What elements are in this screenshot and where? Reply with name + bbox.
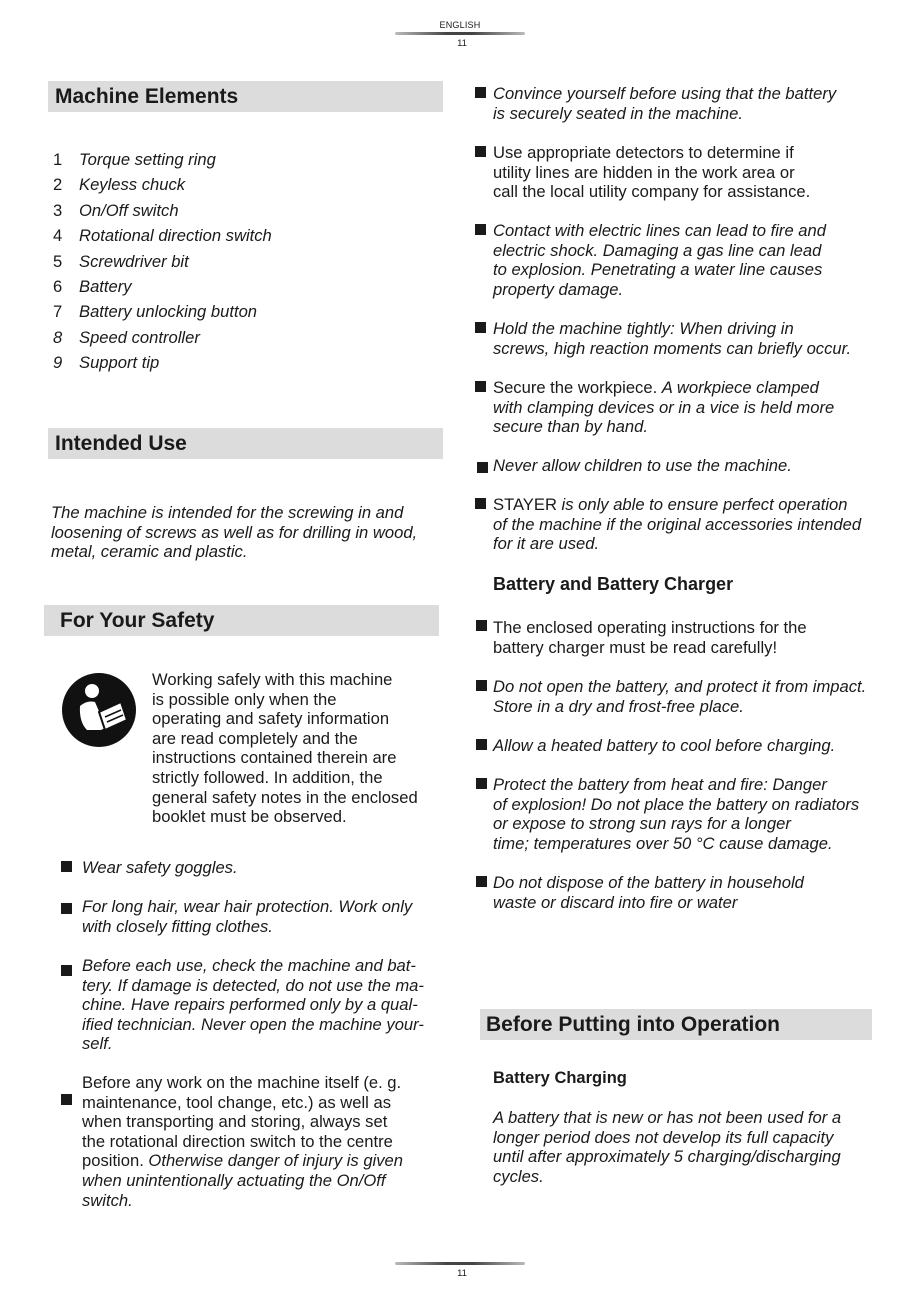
list-item-label: Keyless chuck	[79, 175, 186, 195]
machine-elements-list	[53, 150, 433, 380]
bullet-icon	[61, 965, 72, 976]
header-rule	[395, 32, 525, 35]
list-item-number: 9	[53, 353, 63, 373]
bullet-icon	[476, 778, 487, 789]
list-item-label: Battery unlocking button	[79, 302, 258, 322]
contact-note: Contact with electric lines can lead to fire and electric shock. Damaging a gas line can lead to explosion. Penetrating a water line causes property damage.	[493, 221, 826, 299]
bullet-icon	[61, 861, 72, 872]
cool-note: Allow a heated battery to cool before charging.	[493, 736, 836, 755]
footer-page-number: 11	[457, 1268, 467, 1279]
list-item-label: Screwdriver bit	[79, 251, 189, 271]
before-operation-heading: Before Putting into Operation	[480, 1009, 872, 1040]
header-language: ENGLISH	[439, 20, 481, 30]
list-item	[53, 226, 433, 246]
goggles-note: Wear safety goggles.	[82, 858, 238, 877]
bullet-icon	[477, 462, 488, 473]
list-item-number: 3	[53, 200, 63, 220]
list-item	[53, 201, 433, 221]
safety-intro: Working safely with this machine is possible only when the operating and safety information are read completely and the instructions contained therein are strictly followed. In addition, the general safety notes in the enclosed booklet must be observed.	[152, 670, 418, 827]
intended-use-text: The machine is intended for the screwing in and loosening of screws as well as for drilling in wood, metal, ceramic and plastic.	[51, 503, 418, 562]
list-item-number: 5	[53, 251, 63, 271]
list-item	[53, 353, 433, 373]
protect-note: Protect the battery from heat and fire: Danger of explosion! Do not place the battery on radiators or expose to strong sun rays for a longer time; temperatures over 50 °C cause damage.	[493, 775, 860, 853]
stayer-note: STAYER is only able to ensure perfect operation of the machine if the original accessories intended for it are used.	[493, 495, 862, 554]
list-item-number: 8	[53, 327, 63, 347]
list-item	[53, 302, 433, 322]
check-note: Before each use, check the machine and bat- tery. If damage is detected, do not use the ma- chine. Have repairs performed only by a qual- ified technician. Never open the machine your- self.	[82, 956, 424, 1054]
header-page-number: 11	[457, 38, 467, 49]
list-item-label: Speed controller	[79, 327, 200, 347]
enclosed-note: The enclosed operating instructions for the battery charger must be read carefully!	[493, 618, 807, 657]
list-item-label: On/Off switch	[79, 200, 179, 220]
list-item	[53, 175, 433, 195]
children-note: Never allow children to use the machine.	[493, 456, 792, 475]
bullet-icon	[476, 739, 487, 750]
bullet-icon	[476, 680, 487, 691]
bullet-icon	[475, 322, 486, 333]
safety-heading: For Your Safety	[44, 605, 439, 636]
list-item	[53, 150, 433, 170]
detectors-note: Use appropriate detectors to determine if utility lines are hidden in the work area or call the local utility company for assistance.	[493, 143, 811, 202]
bullet-icon	[61, 1094, 72, 1105]
list-item-label: Rotational direction switch	[79, 226, 272, 246]
read-manual-icon	[61, 672, 137, 748]
bullet-icon	[475, 224, 486, 235]
bullet-icon	[476, 876, 487, 887]
list-item-label: Support tip	[79, 353, 160, 373]
list-item-label: Torque setting ring	[79, 150, 216, 169]
convince-note: Convince yourself before using that the battery is securely seated in the machine.	[493, 84, 837, 123]
bullet-icon	[475, 146, 486, 157]
bullet-icon	[475, 87, 486, 98]
secure-note: Secure the workpiece. A workpiece clamped with clamping devices or in a vice is held more secure than by hand.	[493, 378, 835, 437]
machine-elements-heading: Machine Elements	[48, 81, 443, 112]
list-item-number: 2	[53, 175, 63, 195]
list-item	[53, 328, 433, 348]
bullet-icon	[475, 498, 486, 509]
battery-charger-heading: Battery and Battery Charger	[493, 574, 734, 594]
before-work-note: Before any work on the machine itself (e. g. maintenance, tool change, etc.) as well as when transporting and storing, always set the rotational direction switch to the centre position. Otherwise danger of injury is given when unintentionally actuating the On/Off switch.	[82, 1073, 403, 1210]
list-item-number: 7	[53, 302, 63, 322]
battery-charging-text: A battery that is new or has not been used for a longer period does not develop its full capacity until after approximately 5 charging/discharging cycles.	[493, 1108, 842, 1186]
list-item-number: 1	[53, 150, 63, 169]
bullet-icon	[61, 903, 72, 914]
list-item	[53, 277, 433, 297]
list-item-number: 6	[53, 277, 63, 296]
battery-charging-subheading: Battery Charging	[493, 1069, 627, 1087]
open-battery-note: Do not open the battery, and protect it from impact. Store in a dry and frost-free place.	[493, 677, 867, 716]
list-item	[53, 252, 433, 272]
footer-rule	[395, 1262, 525, 1265]
intended-use-heading: Intended Use	[48, 428, 443, 459]
bullet-icon	[476, 620, 487, 631]
hold-note: Hold the machine tightly: When driving in screws, high reaction moments can briefly occur.	[493, 319, 852, 358]
list-item-label: Battery	[79, 277, 132, 296]
dispose-note: Do not dispose of the battery in household waste or discard into fire or water	[493, 873, 804, 912]
list-item-number: 4	[53, 226, 63, 246]
bullet-icon	[475, 381, 486, 392]
hair-note: For long hair, wear hair protection. Work only with closely fitting clothes.	[82, 897, 413, 936]
